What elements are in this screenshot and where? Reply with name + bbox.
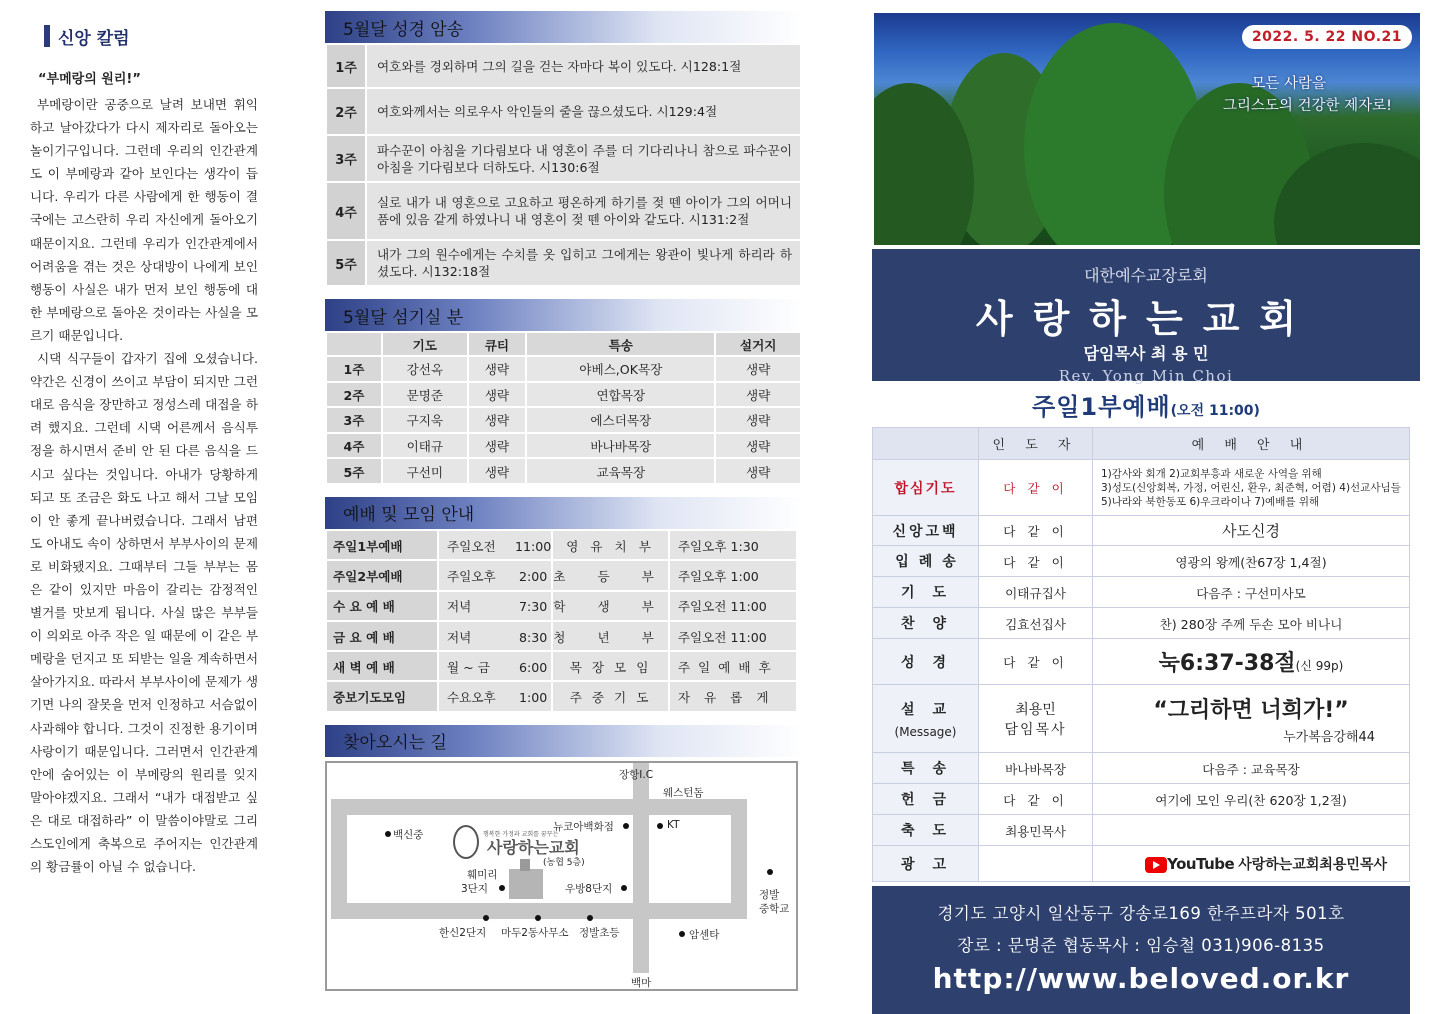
- column-header: 특송: [526, 332, 715, 356]
- directions-map: [325, 761, 798, 991]
- week-cell: 2주: [326, 382, 382, 408]
- worship-title: 주일1부예배(오전 11:00): [1032, 393, 1260, 421]
- table-row: [873, 608, 1410, 639]
- verse-cell: 파수꾼이 아침을 기다림보다 내 영혼이 주를 더 기다리나니 참으로 파수꾼이 아침을 기다림보다 더하도다. 시130:6절: [366, 135, 801, 182]
- table-row: [326, 621, 797, 651]
- week-cell: 3주: [326, 407, 382, 433]
- column-header: 큐티: [468, 332, 527, 356]
- map-marker-icon: [385, 831, 391, 837]
- department-name: 영 유 치 부: [552, 530, 669, 560]
- order-item: 입례송: [873, 546, 979, 577]
- table-cell: 이태규: [382, 433, 468, 459]
- meeting-time: 수요오후 1:00: [438, 681, 552, 711]
- department-name: 초 등 부: [552, 560, 669, 590]
- column-header: [873, 428, 979, 460]
- map-road: [331, 903, 737, 919]
- order-leader: 최용민목사: [979, 815, 1093, 846]
- slogan: 모든 사람을 그리스도의 건강한 제자로!: [1222, 76, 1392, 114]
- week-cell: 1주: [326, 356, 382, 382]
- table-cell: 바나바목장: [526, 433, 715, 459]
- department-name: 목 장 모 임: [552, 651, 669, 681]
- verse-cell: 내가 그의 원수에게는 수치를 옷 입히고 그에게는 왕관이 빛나게 하리라 하셨도다. 시132:18절: [366, 240, 801, 286]
- order-item: 설교 (Message): [873, 685, 979, 753]
- order-content: 찬) 280장 주께 두손 모아 비나니: [1093, 608, 1410, 639]
- directions-heading: 찾아오시는 길: [325, 725, 802, 757]
- table-row: [873, 846, 1410, 882]
- map-marker-icon: [621, 885, 627, 891]
- column-header: 예 배 안 내: [1093, 428, 1410, 460]
- order-leader: 다 같 이: [979, 639, 1093, 685]
- map-label: 암센타: [689, 928, 720, 941]
- week-cell: 5주: [326, 240, 366, 286]
- week-cell: 1주: [326, 44, 366, 88]
- order-item: 성경: [873, 639, 979, 685]
- table-cell: 강선옥: [382, 356, 468, 382]
- table-row: [326, 182, 801, 240]
- department-time: 주일오후 1:00: [669, 560, 797, 590]
- map-road: [331, 799, 347, 919]
- table-cell: 문명준: [382, 382, 468, 408]
- youtube-channel[interactable]: [1093, 846, 1410, 882]
- meeting-name: 수 요 예 배: [326, 591, 438, 621]
- map-label: 정발: [759, 888, 780, 901]
- table-row: [326, 407, 801, 433]
- order-leader: 이태규집사: [979, 577, 1093, 608]
- chapel-icon: [509, 869, 543, 899]
- table-cell: 교육목장: [526, 458, 715, 484]
- map-marker-icon: [767, 869, 773, 875]
- order-leader: 다 같 이: [979, 546, 1093, 577]
- map-church-label: 사랑하는교회: [487, 837, 580, 857]
- table-row: [873, 516, 1410, 546]
- table-cell: 연합목장: [526, 382, 715, 408]
- column-body: [30, 93, 258, 878]
- column-paragraph: 부메랑이란 공중으로 날려 보내면 휘익하고 날아갔다가 다시 제자리로 돌아오는 놀이기구입니다. 그런데 우리의 인간관계도 이 부메랑과 같아 보인다는 생각이 듭니다. 우리가 다른 사람에게 한 행동이 결국에는 고스란히 우리 자신에게 돌아오기 때문이지요. 그런데 우리가 인간관계에서 어려움을 겪는 것은 상대방이 나에게 보인 행동이 사실은 내가 먼저 보인 행동에 대한 부메랑으로 돌아온 것이라는 사실을 모르기 때문입니다.: [30, 97, 258, 343]
- denomination: 대한예수교장로회: [1084, 266, 1208, 285]
- order-content: 영광의 왕께(찬67장 1,4절): [1093, 546, 1410, 577]
- church-website-link[interactable]: http://www.beloved.or.kr: [932, 962, 1350, 995]
- meetings-table: [325, 529, 798, 713]
- senior-pastor: 담임목사 최 용 민: [1083, 344, 1209, 363]
- church-contact-footer: [872, 886, 1410, 1014]
- table-row: [873, 753, 1410, 784]
- map-marker-icon: [679, 931, 685, 937]
- map-label: 우방8단지: [565, 882, 613, 895]
- department-name: 학 생 부: [552, 591, 669, 621]
- meeting-time: 주일오전 11:00: [438, 530, 552, 560]
- week-cell: 4주: [326, 182, 366, 240]
- youtube-play-icon: [1145, 857, 1167, 873]
- table-cell: 생략: [715, 458, 801, 484]
- map-label: 3단지: [461, 882, 488, 895]
- order-item: 합심기도: [873, 460, 979, 516]
- table-cell: 생략: [468, 382, 527, 408]
- map-marker-icon: [483, 915, 489, 921]
- middle-column: [325, 11, 802, 991]
- service-table: [325, 331, 802, 485]
- map-marker-icon: [587, 915, 593, 921]
- hero-photo: [874, 13, 1420, 245]
- table-cell: 생략: [468, 407, 527, 433]
- map-label: (농협 5층): [543, 857, 585, 868]
- table-row: [873, 784, 1410, 815]
- map-label: 행복한 가정과 교회를 꿈꾸는: [483, 830, 559, 838]
- order-item: 신앙고백: [873, 516, 979, 546]
- order-leader: [979, 846, 1093, 882]
- map-marker-icon: [499, 885, 505, 891]
- verse-cell: 여호와를 경외하며 그의 길을 걷는 자마다 복이 있도다. 시128:1절: [366, 44, 801, 88]
- chapel-spire-icon: [520, 859, 530, 871]
- order-leader: 바나바목장: [979, 753, 1093, 784]
- order-content: [1093, 639, 1410, 685]
- table-row: [326, 458, 801, 484]
- table-cell: 생략: [715, 382, 801, 408]
- church-header: [872, 249, 1420, 385]
- table-cell: 구선미: [382, 458, 468, 484]
- meeting-time: 주일오후 2:00: [438, 560, 552, 590]
- order-item: 광고: [873, 846, 979, 882]
- table-row: [326, 560, 797, 590]
- map-marker-icon: [535, 915, 541, 921]
- table-row: [873, 546, 1410, 577]
- week-cell: 2주: [326, 88, 366, 135]
- memory-verse-table: [325, 43, 802, 287]
- map-marker-icon: [623, 823, 629, 829]
- table-row: [326, 681, 797, 711]
- meetings-heading: 예배 및 모임 안내: [325, 497, 802, 529]
- meeting-time: 월 ~ 금 6:00: [438, 651, 552, 681]
- map-label: 훼미리: [467, 868, 498, 881]
- table-cell: 생략: [468, 433, 527, 459]
- column-header: 인 도 자: [979, 428, 1093, 460]
- church-address: 경기도 고양시 일산동구 강송로169 한주프라자 501호: [937, 904, 1345, 923]
- meeting-time: 저녁 8:30: [438, 621, 552, 651]
- map-road: [331, 799, 737, 815]
- department-time: 주 일 예 배 후: [669, 651, 797, 681]
- table-row: [873, 639, 1410, 685]
- meeting-time: 저녁 7:30: [438, 591, 552, 621]
- department-time: 주일오전 11:00: [669, 591, 797, 621]
- order-item: 찬양: [873, 608, 979, 639]
- order-leader: 김효선집사: [979, 608, 1093, 639]
- order-content: [1093, 815, 1410, 846]
- map-label: 백신중: [393, 828, 424, 841]
- table-row: [873, 460, 1410, 516]
- church-name: 사랑하는교회: [975, 297, 1317, 341]
- table-cell: 생략: [715, 433, 801, 459]
- map-label: 장항I.C: [619, 768, 654, 781]
- prayer-topics: 1)감사와 회개 2)교회부흥과 새로운 사역을 위해 3)성도(신앙회복, 가정, 어린신, 환우, 최준혁, 어렴) 4)선교사님들 5)나라와 북한동포 6)우크라이나 7)예배를 위해: [1093, 460, 1410, 516]
- table-row: [326, 44, 801, 88]
- column-header: 기도: [382, 332, 468, 356]
- order-content: 다음주 : 교육목장: [1093, 753, 1410, 784]
- order-leader: 다 같 이: [979, 784, 1093, 815]
- table-cell: 야베스,OK목장: [526, 356, 715, 382]
- table-cell: 구지욱: [382, 407, 468, 433]
- column-title: 신앙 칼럼: [44, 22, 258, 50]
- order-leader: 다 같 이: [979, 516, 1093, 546]
- order-item: 축도: [873, 815, 979, 846]
- service-heading: 5월달 섬기실 분: [325, 299, 802, 331]
- order-content: 여기에 모인 우리(찬 620장 1,2절): [1093, 784, 1410, 815]
- table-cell: 생략: [715, 407, 801, 433]
- table-row: [326, 651, 797, 681]
- column-header: 설거지: [715, 332, 801, 356]
- table-cell: 에스더목장: [526, 407, 715, 433]
- week-cell: 4주: [326, 433, 382, 459]
- worship-order-table: [872, 427, 1410, 882]
- church-logo-icon: [453, 825, 479, 859]
- issue-date-badge: 2022. 5. 22 NO.21: [1242, 25, 1412, 49]
- table-header-row: [873, 428, 1410, 460]
- order-leader: 다 같 이: [979, 460, 1093, 516]
- memory-verse-heading: 5월달 성경 암송: [325, 11, 802, 43]
- table-row: [326, 356, 801, 382]
- table-cell: 생략: [468, 458, 527, 484]
- map-label: KT: [667, 818, 680, 831]
- map-label: 정발초등: [579, 926, 620, 939]
- meeting-name: 금 요 예 배: [326, 621, 438, 651]
- column-subtitle: “부메랑의 원리!”: [38, 72, 141, 87]
- sermon-title: “그리하면 너희가!”: [1153, 697, 1349, 723]
- table-row: [326, 382, 801, 408]
- map-label: 마두2동사무소: [501, 926, 569, 939]
- table-row: [326, 433, 801, 459]
- scripture-reference: 눅6:37-38절: [1158, 651, 1296, 676]
- youtube-channel-name: 사랑하는교회최용민목사: [1238, 856, 1387, 873]
- table-header-row: [326, 332, 801, 356]
- department-name: 주 중 기 도: [552, 681, 669, 711]
- department-time: 주일오후 1:30: [669, 530, 797, 560]
- pastor-english-name: Rev. Yong Min Choi: [1058, 367, 1234, 385]
- column-header: [326, 332, 382, 356]
- table-row: [326, 135, 801, 182]
- table-row: [873, 815, 1410, 846]
- verse-cell: 여호와께서는 의로우사 악인들의 줄을 끊으셨도다. 시129:4절: [366, 88, 801, 135]
- table-row: [326, 530, 797, 560]
- table-cell: 생략: [715, 356, 801, 382]
- column-paragraph: 시댁 식구들이 갑자기 집에 오셨습니다. 약간은 신경이 쓰이고 부담이 되지만 그런대로 음식을 장만하고 정성스레 대접을 하려 했지요. 그런데 시댁 어른께서 음식투정을 하시면서 준비 안 된 다른 음식을 드시고 싶다는 것입니다. 아내가 당황하게 되고 또 조금은 화도 나고 해서 그날 모임이 안 좋게 끝나버렸습니다. 그래서 남편도 아내도 속이 상하면서 부부사이의 문제로 비화됐지요. 그때부터 그들 부부는 몸은 같이 있지만 마음이 갈리는 감정적인 별거를 맛보게 됩니다. 사실 많은 부부들이 의외로 아주 작은 일 때문에 이 같은 부메랑을 던지고 또 되받는 일을 계속하면서 살아가지요. 따라서 부부사이에 문제가 생기면 나의 잘못을 먼저 인정하고 서슴없이 사과해야 합니다. 그것이 진정한 용기이며 사랑이기 때문입니다. 그러면서 인간관계 안에 숨어있는 이 부메랑의 원리를 잊지 말아야겠지요. 그래서 “내가 대접받고 싶은 대로 대접하라” 이 말씀이야말로 그리스도인에게 축복으로 주어지는 인간관계의 황금률이 아닐 수 없습니다.: [30, 351, 258, 875]
- map-marker-icon: [657, 823, 663, 829]
- order-content: 다음주 : 구선미사모: [1093, 577, 1410, 608]
- order-leader: 최용민 담임목사: [979, 685, 1093, 753]
- order-item: 특송: [873, 753, 979, 784]
- meeting-name: 새 벽 예 배: [326, 651, 438, 681]
- map-label: 웨스턴돔: [663, 786, 704, 799]
- map-label: 뉴코아백화점: [553, 820, 614, 833]
- map-road: [633, 763, 649, 973]
- sermon-series: 누가복음강해44: [1283, 729, 1375, 745]
- order-item: 헌금: [873, 784, 979, 815]
- faith-column: [30, 22, 258, 878]
- church-contact: 장로 : 문명준 협동목사 : 임승철 031)906-8135: [957, 936, 1325, 955]
- map-label: 백마: [631, 976, 652, 989]
- table-row: [873, 577, 1410, 608]
- table-row: [873, 685, 1410, 753]
- department-time: 자 유 롭 게: [669, 681, 797, 711]
- order-content: 사도신경: [1093, 516, 1410, 546]
- department-time: 주일오전 11:00: [669, 621, 797, 651]
- meeting-name: 주일1부예배: [326, 530, 438, 560]
- table-row: [326, 240, 801, 286]
- order-content: [1093, 685, 1410, 753]
- verse-cell: 실로 내가 내 영혼으로 고요하고 평온하게 하기를 젖 뗀 아이가 그의 어머니 품에 있음 같게 하였나니 내 영혼이 젖 뗀 아이와 같도다. 시131:2절: [366, 182, 801, 240]
- department-name: 청 년 부: [552, 621, 669, 651]
- map-label: 한신2단지: [439, 926, 487, 939]
- week-cell: 3주: [326, 135, 366, 182]
- youtube-logo-text: YouTube: [1167, 854, 1235, 873]
- scripture-page: (신 99p): [1295, 659, 1344, 673]
- week-cell: 5주: [326, 458, 382, 484]
- table-row: [326, 591, 797, 621]
- map-label: 중학교: [759, 902, 790, 915]
- table-cell: 생략: [468, 356, 527, 382]
- map-road: [731, 799, 747, 919]
- order-item: 기도: [873, 577, 979, 608]
- meeting-name: 중보기도모임: [326, 681, 438, 711]
- meeting-name: 주일2부예배: [326, 560, 438, 590]
- title-bar-icon: [44, 25, 50, 47]
- table-row: [326, 88, 801, 135]
